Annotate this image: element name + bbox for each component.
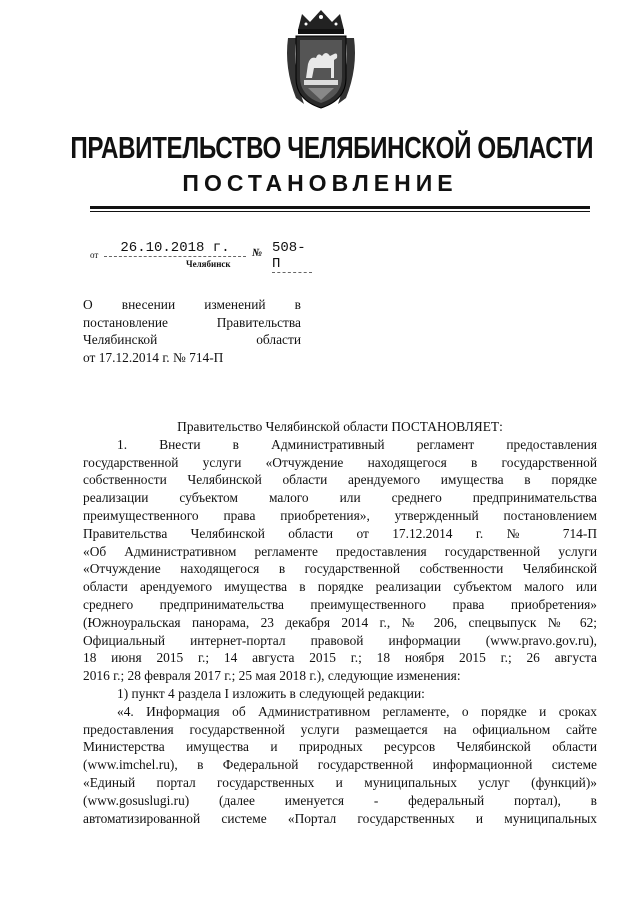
body-line: «Отчуждение находящегося в государственной собственности Челябинской — [83, 561, 597, 577]
body-line: государственной услуги «Отчуждение находящегося в государственной — [83, 454, 597, 470]
body-line: области арендуемого имущества в порядке реализации субъектом малого или — [83, 579, 597, 595]
body-line: 2016 г.; 28 февраля 2017 г.; 25 мая 2018 г.), следующие изменения: — [83, 668, 461, 684]
document-number: 508-П — [272, 240, 312, 273]
number-prefix: № — [252, 247, 263, 259]
body-line: 1. Внести в Административный регламент предоставления — [117, 436, 597, 452]
body-line: преимущественного права приобретения», утвержденный постановлением — [83, 507, 597, 523]
body-line: «4. Информация об Административном регламенте, о порядке и сроках — [117, 703, 597, 719]
body-line: «Единый портал государственных и муниципальных услуг (функций)» — [83, 774, 597, 790]
body-line: Правительства Челябинской области от 17.12.2014 г. № 714-П — [83, 525, 597, 541]
subject-line: О внесении изменений в — [83, 297, 301, 312]
header-rule-thin — [90, 211, 590, 212]
body-line: среднего предпринимательства преимущественного права приобретения» — [83, 596, 597, 612]
header-rule-thick — [90, 206, 590, 209]
subject-line: Челябинской области — [83, 332, 301, 347]
body-line: Министерства имущества и природных ресурсов Челябинской области — [83, 739, 597, 755]
document-date: 26.10.2018 г. — [104, 240, 246, 257]
government-title: ПРАВИТЕЛЬСТВО ЧЕЛЯБИНСКОЙ ОБЛАСТИ — [70, 130, 594, 165]
document-city: Челябинск — [186, 259, 231, 269]
body-line: Официальный интернет-портал правовой информации (www.pravo.gov.ru), — [83, 632, 597, 648]
body-line: 1) пункт 4 раздела I изложить в следующей редакции: — [117, 685, 425, 701]
body-line: собственности Челябинской области арендуемого имущества в порядке — [83, 472, 597, 488]
body-line: (www.gosuslugi.ru) (далее именуется - федеральный портал), в — [83, 792, 597, 808]
document-body — [83, 418, 597, 827]
document-subject — [83, 296, 301, 366]
subject-line: от 17.12.2014 г. № 714-П — [83, 349, 224, 365]
coat-of-arms-icon — [284, 8, 358, 114]
document-type: ПОСТАНОВЛЕНИЕ — [182, 170, 458, 196]
date-prefix: от — [90, 250, 99, 260]
body-line: (www.imchel.ru), в Федеральной государственной информационной системе — [83, 757, 597, 773]
body-line: автоматизированной системе «Портал государственных и муниципальных — [83, 810, 597, 826]
body-line: предоставления государственной услуги размещается на официальном сайте — [83, 721, 597, 737]
subject-line: постановление Правительства — [83, 314, 301, 330]
resolution-heading: Правительство Челябинской области ПОСТАНОВЛЯЕТ: — [177, 419, 503, 434]
body-line: 18 июня 2015 г.; 14 августа 2015 г.; 18 ноября 2015 г.; 26 августа — [83, 650, 597, 666]
body-line: реализации субъектом малого или среднего предпринимательства — [83, 490, 597, 506]
body-line: (Южноуральская панорама, 23 декабря 2014 г., № 206, спецвыпуск № 62; — [83, 614, 597, 630]
body-line: «Об Административном регламенте предоставления государственной услуги — [83, 543, 597, 559]
